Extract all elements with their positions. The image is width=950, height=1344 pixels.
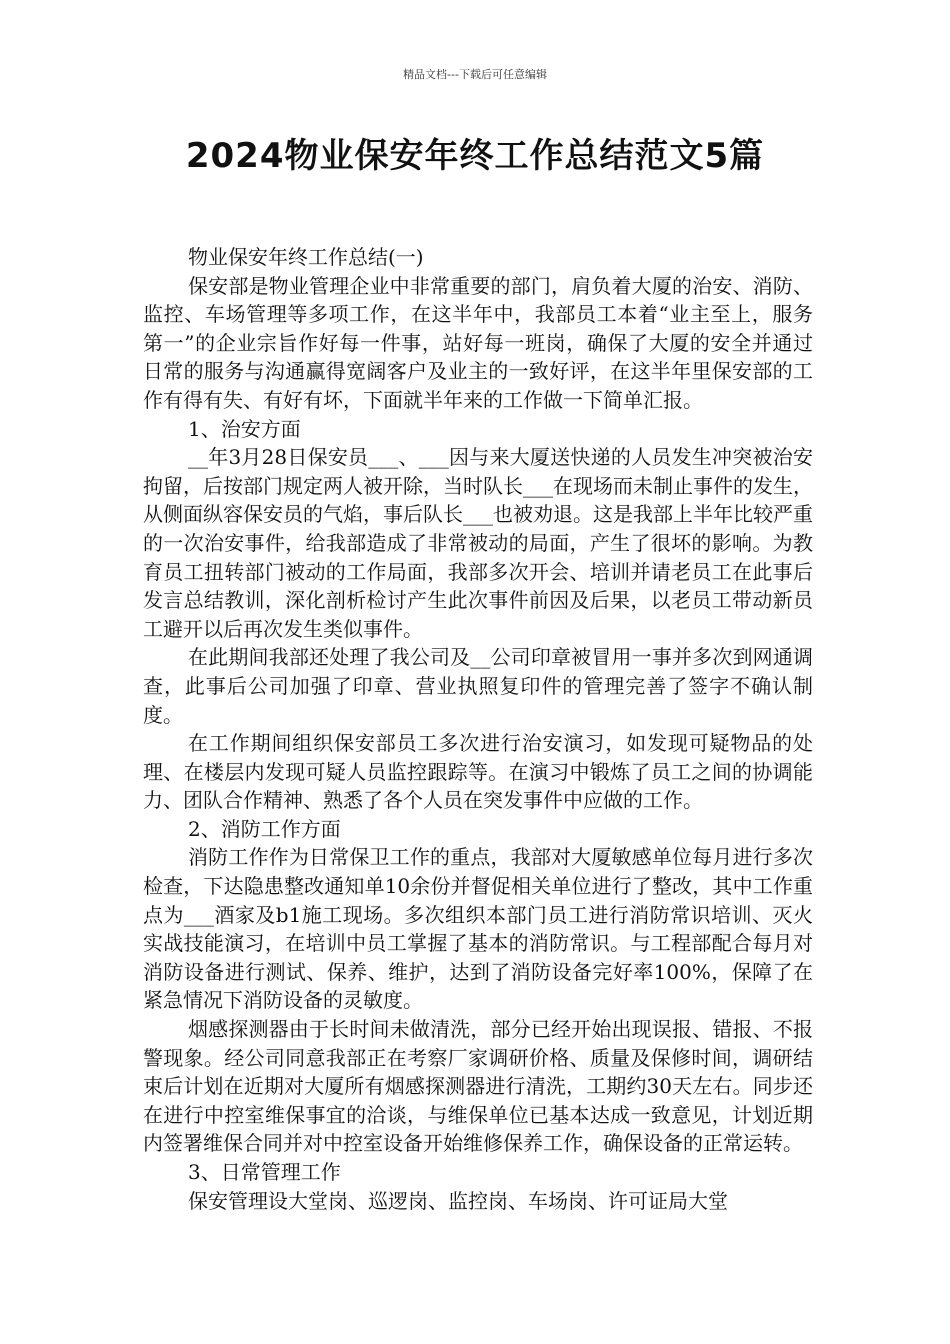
section-heading: 2、消防工作方面 [188,816,341,841]
paragraph: 在此期间我部还处理了我公司及__公司印章被冒用一事并多次到网通调查，此事后公司加强了印章、营业执照复印件的管理完善了签字不确认制度。 [143,645,813,727]
paragraph: 消防工作作为日常保卫工作的重点，我部对大厦敏感单位每月进行多次检查，下达隐患整改通知单10余份并督促相关单位进行了整改，其中工作重点为___酒家及b1施工现场。多次组织本部门员工进行消防常识培训、灭火实战技能演习，在培训中员工掌握了基本的消防常识。与工程部配合每月对消防设备进行测试、保养、维护，达到了消防设备完好率100%，保障了在紧急情况下消防设备的灵敏度。 [143,845,813,1013]
section-heading: 1、治安方面 [188,416,301,441]
document-title: 2024物业保安年终工作总结范文5篇 [185,136,765,176]
paragraph: __年3月28日保安员___、___因与来大厦送快递的人员发生冲突被治安拘留，后按部门规定两人被开除，当时队长___在现场而未制止事件的发生，从侧面纵容保安员的气焰，事后队长___也被劝退。这是我部上半年比较严重的一次治安事件，给我部造成了非常被动的局面，产生了很坏的影响。为教育员工扭转部门被动的工作局面，我部多次开会、培训并请老员工在此事后发言总结教训，深化剖析检讨产生此次事件前因及后果，以老员工带动新员工避开以后再次发生类似事件。 [143,445,813,641]
paragraph: 保安管理设大堂岗、巡逻岗、监控岗、车场岗、许可证局大堂 [188,1188,728,1213]
section-heading: 物业保安年终工作总结(一) [188,245,424,269]
paragraph: 在工作期间组织保安部员工多次进行治安演习，如发现可疑物品的处理、在楼层内发现可疑人员监控跟踪等。在演习中锻炼了员工之间的协调能力、团队合作精神、熟悉了各个人员在突发事件中应做的工作。 [143,731,813,813]
paragraph: 烟感探测器由于长时间未做清洗，部分已经开始出现误报、错报、不报警现象。经公司同意我部正在考察厂家调研价格、质量及保修时间，调研结束后计划在近期对大厦所有烟感探测器进行清洗，工期约30天左右。同步还在进行中控室维保事宜的洽谈，与维保单位已基本达成一致意见，计划近期内签署维保合同并对中控室设备开始维修保养工作，确保设备的正常运转。 [143,1017,813,1156]
header-note: 精品文档---下载后可任意编辑 [403,68,547,81]
paragraph: 保安部是物业管理企业中非常重要的部门，肩负着大厦的治安、消防、监控、车场管理等多项工作，在这半年中，我部员工本着“业主至上，服务第一”的企业宗旨作好每一件事，站好每一班岗，确保了大厦的安全并通过日常的服务与沟通赢得宽阔客户及业主的一致好评，在这半年里保安部的工作有得有失、有好有坏，下面就半年来的工作做一下简单汇报。 [143,273,813,412]
document-body [143,243,813,1215]
section-heading: 3、日常管理工作 [188,1160,341,1184]
